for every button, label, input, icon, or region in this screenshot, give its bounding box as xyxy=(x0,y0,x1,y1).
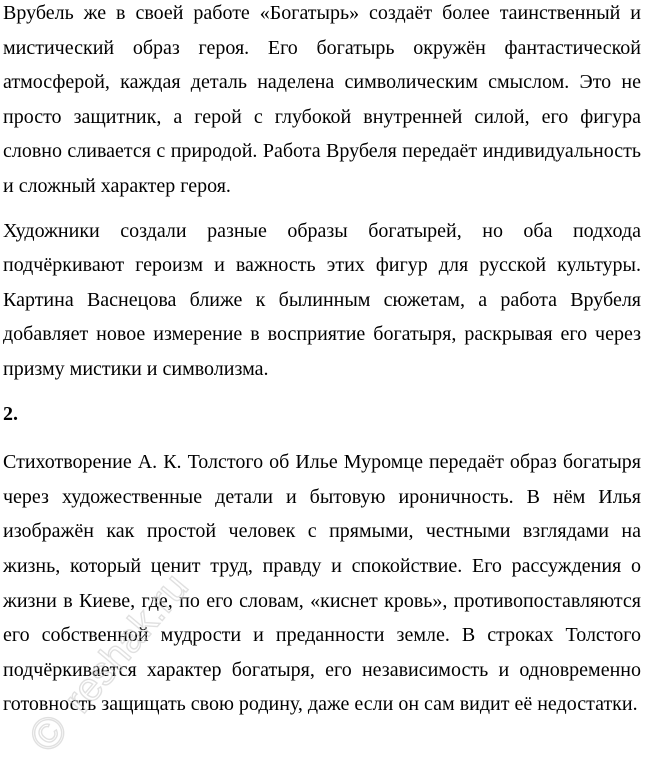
paragraph-vrubel: Врубель же в своей работе «Богатырь» создаёт более таинственный и мистический образ героя. Его богатырь окружён фантастической атмосферой, каждая деталь наделена символическим смыслом. Это не просто защитник, а герой с глубокой внутренней силой, его фигура словно сливается с природой. Работа Врубеля передаёт индивидуальность и сложный характер героя. xyxy=(3,2,641,197)
section-number: 2. xyxy=(3,402,18,425)
paragraph-comparison: Художники создали разные образы богатырей, но оба подхода подчёркивают героизм и важность этих фигур для русской культуры. Картина Васнецова ближе к былинным сюжетам, а работа Врубеля добавляет новое измерение в восприятие богатыря, раскрывая его через призму мистики и символизма. xyxy=(3,219,641,380)
watermark-text: reshak.ru xyxy=(55,565,197,722)
paragraph-tolstoy: Стихотворение А. К. Толстого об Илье Муромце передаёт образ богатыря через художественные детали и бытовую ироничность. В нём Илья изображён как простой человек с прямыми, честными взглядами на жизнь, который ценит труд, правду и спокойствие. Его рассуждения о жизни в Киеве, где, по его словам, «киснет кровь», противопоставляются его собственной мудрости и преданности земле. В строках Толстого подчёркивается характер богатыря, его независимость и одновременно готовность защищать свою родину, даже если он сам видит её недостатки. xyxy=(3,451,641,716)
document-page xyxy=(3,0,641,722)
watermark-copyright-symbol: © xyxy=(19,705,78,762)
